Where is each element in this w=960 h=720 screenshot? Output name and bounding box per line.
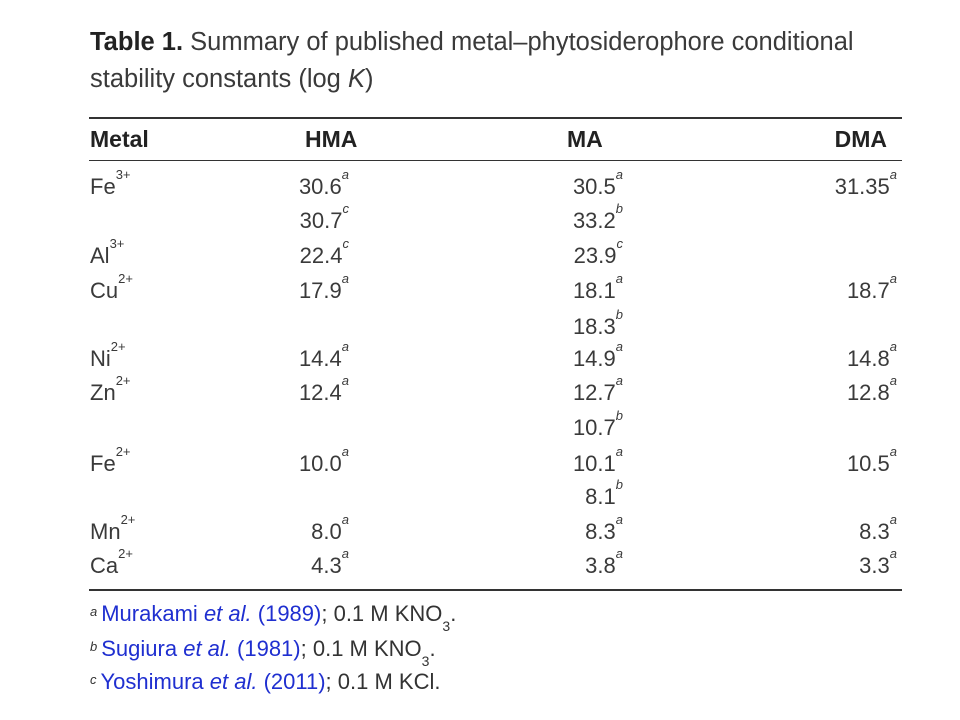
footnote-condition: ; 0.1 M KNO [321,601,443,626]
footnote-a [90,599,457,634]
dma-value-cell [834,167,897,202]
ma-value: 10.7 [572,415,616,440]
table-row [0,512,960,551]
ma-value: 14.9 [572,346,616,371]
ma-note-marker: b [615,477,623,492]
footnote-condition: ; 0.1 M KNO [300,636,422,661]
dma-value-cell [846,271,897,306]
citation-year: (1989) [251,601,322,626]
ma-value: 23.9 [573,243,617,268]
ma-value: 30.5 [572,174,616,199]
header-hma: HMA [305,126,358,152]
metal-cell [90,236,125,271]
dma-value: 18.7 [846,278,890,303]
dma-note-marker: a [889,546,897,561]
metal-cell [90,167,131,202]
metal-symbol: Fe [90,174,116,199]
footnote-end: . [429,636,436,661]
ma-note-marker: a [615,546,623,561]
caption-close: ) [364,65,374,93]
ma-value: 12.7 [572,380,616,405]
metal-charge: 2+ [118,271,133,286]
citation-etal: et al. [203,601,252,626]
dma-note-marker: a [889,339,897,354]
header-ma: MA [567,126,603,152]
hma-value: 30.6 [298,174,342,199]
citation-year: (1981) [230,636,301,661]
ma-note-marker: a [615,167,623,182]
citation-link[interactable] [101,669,326,694]
ma-value-cell [572,339,623,374]
ma-value-cell [585,512,623,547]
dma-note-marker: a [889,373,897,388]
table-row [0,477,960,516]
hma-value: 14.4 [298,346,342,371]
metal-cell [90,444,131,479]
table-row [0,373,960,412]
metal-cell [90,271,133,306]
footnote-subscript: 3 [421,653,430,669]
footnote-end: . [434,669,441,694]
ma-note-marker: a [615,373,623,388]
hma-value-cell [298,339,349,374]
dma-value-cell [846,339,897,374]
caption-text: Summary of published metal–phytosiderophore conditional stability constants (log [90,28,854,93]
metal-symbol: Zn [90,380,116,405]
metal-charge: 3+ [115,167,131,182]
ma-note-marker: b [615,307,623,322]
citation-link[interactable] [101,636,300,661]
header-dma: DMA [834,126,887,152]
ma-value-cell [572,444,623,479]
metal-symbol: Mn [90,519,121,544]
ma-value: 3.8 [585,553,616,578]
dma-note-marker: a [889,512,897,527]
footnote-marker: c [90,672,97,687]
table-row [0,546,960,585]
dma-value-cell [859,546,897,581]
hma-value: 10.0 [298,451,342,476]
footnote-condition: ; 0.1 M KCl [325,669,435,694]
table-row [0,408,960,447]
caption-k-symbol: K [347,65,365,93]
ma-value: 18.1 [572,278,616,303]
dma-note-marker: a [889,167,897,182]
header-metal: Metal [90,126,149,152]
hma-value-cell [298,271,349,306]
ma-value: 8.1 [585,484,616,509]
hma-value-cell [298,373,349,408]
hma-value-cell [311,546,349,581]
dma-value: 12.8 [846,380,890,405]
ma-value-cell [572,201,623,236]
citation-year: (2011) [257,669,326,694]
hma-value: 30.7 [299,208,343,233]
metal-charge: 2+ [110,339,126,354]
ma-note-marker: a [615,271,623,286]
table-row [0,201,960,240]
dma-value: 31.35 [834,174,890,199]
metal-symbol: Al [90,243,110,268]
dma-value-cell [846,373,897,408]
citation-etal: et al. [209,669,258,694]
table-caption [90,24,890,98]
metal-symbol: Ni [90,346,111,371]
hma-value-cell [299,236,349,271]
metal-charge: 2+ [118,546,133,561]
ma-value: 10.1 [572,451,616,476]
ma-note-marker: c [616,236,623,251]
top-rule [89,117,902,119]
footnote-b [90,634,436,669]
footnote-c [90,667,440,697]
hma-note-marker: a [341,339,349,354]
hma-note-marker: a [341,546,349,561]
dma-value-cell [846,444,897,479]
hma-value-cell [311,512,349,547]
ma-value-cell [572,271,623,306]
hma-value: 4.3 [311,553,342,578]
metal-charge: 2+ [120,512,136,527]
hma-value: 22.4 [299,243,343,268]
hma-note-marker: c [342,236,349,251]
metal-charge: 3+ [109,236,125,251]
hma-value-cell [298,444,349,479]
ma-value-cell [585,477,623,512]
citation-author: Murakami [101,601,198,626]
hma-value: 17.9 [298,278,342,303]
ma-value-cell [585,546,623,581]
bottom-rule [89,589,902,591]
dma-note-marker: a [889,444,897,459]
hma-note-marker: a [341,512,349,527]
ma-note-marker: a [615,339,623,354]
hma-value-cell [298,167,349,202]
hma-note-marker: a [341,271,349,286]
ma-value: 18.3 [572,314,616,339]
metal-charge: 2+ [115,373,131,388]
table-row [0,307,960,346]
metal-cell [90,339,126,374]
citation-author: Sugiura [101,636,178,661]
header-rule [89,160,902,161]
metal-cell [90,546,133,581]
hma-note-marker: a [341,373,349,388]
footnote-subscript: 3 [442,618,451,634]
ma-value-cell [572,307,623,342]
table-label: Table 1. [90,28,184,56]
footnote-marker: a [90,604,98,619]
ma-value: 8.3 [585,519,616,544]
metal-cell [90,373,131,408]
hma-value: 12.4 [298,380,342,405]
dma-value-cell [859,512,897,547]
table-row [0,444,960,483]
metal-cell [90,512,136,547]
hma-note-marker: c [342,201,349,216]
table-row [0,271,960,310]
hma-value-cell [299,201,349,236]
metal-charge: 2+ [115,444,131,459]
metal-symbol: Fe [90,451,116,476]
ma-note-marker: b [615,201,623,216]
ma-value-cell [572,167,623,202]
dma-value: 3.3 [859,553,890,578]
citation-link[interactable] [101,601,321,626]
ma-note-marker: b [615,408,623,423]
ma-note-marker: a [615,512,623,527]
ma-value-cell [573,236,623,271]
dma-value: 14.8 [846,346,890,371]
table-row [0,236,960,275]
hma-note-marker: a [341,167,349,182]
dma-note-marker: a [889,271,897,286]
dma-value: 10.5 [846,451,890,476]
table-row [0,167,960,206]
citation-author: Yoshimura [100,669,204,694]
citation-etal: et al. [183,636,231,661]
footnote-marker: b [90,639,98,654]
ma-note-marker: a [615,444,623,459]
metal-symbol: Cu [90,278,119,303]
ma-value-cell [572,373,623,408]
ma-value-cell [572,408,623,443]
table-row [0,339,960,378]
ma-value: 33.2 [572,208,616,233]
hma-value: 8.0 [311,519,342,544]
metal-symbol: Ca [90,553,119,578]
footnote-end: . [450,601,457,626]
dma-value: 8.3 [859,519,890,544]
hma-note-marker: a [341,444,349,459]
